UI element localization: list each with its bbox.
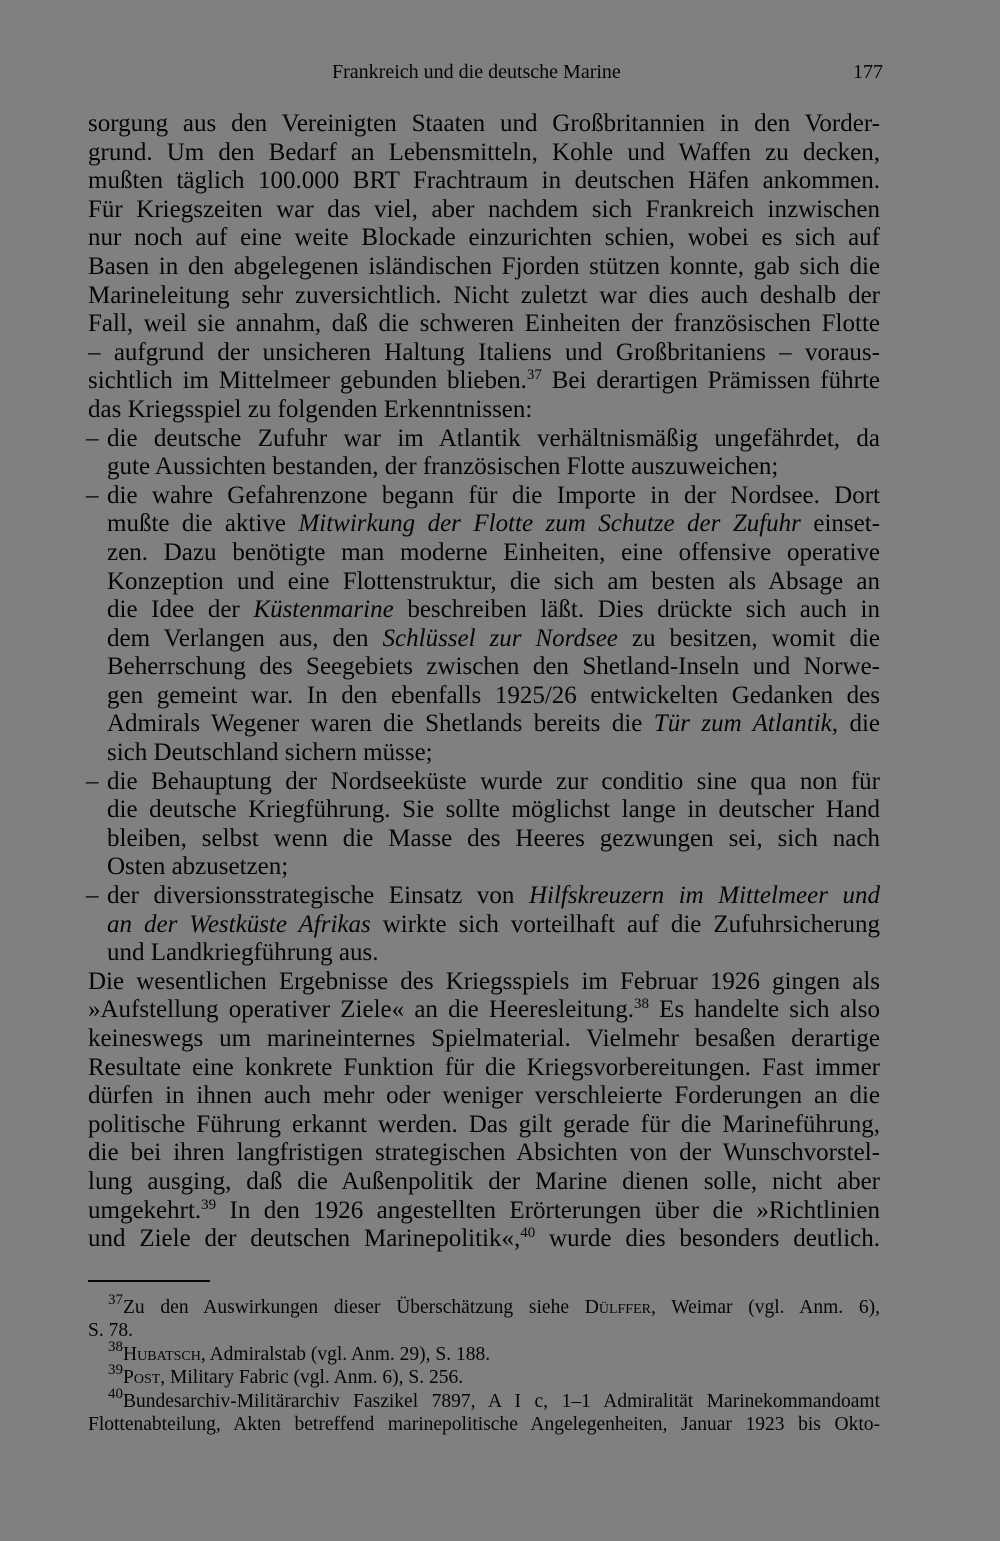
list-item [88, 482, 880, 768]
text-line: – die wahre Gefahrenzone begann für die Importe in der Nordsee. Dort [86, 481, 880, 509]
text-line: Fall, weil sie annahm, daß die schweren Einheiten der französischen Flotte [88, 310, 880, 338]
text-line: sichtlich im Mittelmeer gebunden blieben.$^{37}$ Bei derartigen Prämissen führte [88, 367, 880, 395]
footnote-divider [88, 1280, 210, 1282]
text-line: Basen in den abgelegenen isländischen Fjorden stützen konnte, gab sich die [88, 252, 880, 280]
footnote-39: $^{39}$Post, Military Fabric (vgl. Anm. 6), S. 256. [108, 1362, 464, 1389]
list-dash: – [86, 481, 99, 509]
text-line: Admirals Wegener waren die Shetlands bereits die Tür zum Atlantik, die [107, 710, 880, 738]
list-dash: – [86, 424, 99, 452]
emphasis: Küstenmarine [253, 596, 394, 624]
list-item [88, 425, 880, 482]
list-item [88, 882, 880, 968]
text-line: mußten täglich 100.000 BRT Frachtraum in deutschen Häfen ankommen. [88, 167, 880, 195]
text-line: dürfen in ihnen auch mehr oder weniger verschleierte Forderungen an die [88, 1082, 880, 1110]
text-line: Konzeption und eine Flottenstruktur, die sich am besten als Absage an [107, 567, 880, 595]
text-line: gute Aussichten bestanden, der französischen Flotte auszuweichen; [107, 453, 779, 481]
footnote-38: $^{38}$Hubatsch, Admiralstab (vgl. Anm. 29), S. 188. [108, 1338, 491, 1365]
text-line: sorgung aus den Vereinigten Staaten und Großbritannien in den Vorder- [88, 110, 880, 137]
footnote-ref: 38 [633, 996, 649, 1013]
text-line: gen gemeint war. In den ebenfalls 1925/26 entwickelten Gedanken des [107, 681, 880, 709]
list-item [88, 768, 880, 882]
text-line: zen. Dazu benötigte man moderne Einheiten, eine offensive operative [107, 538, 880, 566]
footnotes [88, 1292, 880, 1436]
emphasis: Mitwirkung der Flotte zum Schutze der Zufuhr [298, 510, 801, 538]
footnote-line: S. 78. [88, 1320, 133, 1342]
text-line: lung ausging, daß die Außenpolitik der Marine dienen solle, nicht aber [88, 1167, 880, 1195]
text-line: Osten abzusetzen; [107, 853, 289, 881]
text-line: umgekehrt.$^{39}$ In den 1926 angestellten Erörterungen über die »Richtlinien [88, 1196, 880, 1224]
footnote-37: $^{37}$Zu den Auswirkungen dieser Überschätzung siehe Dülffer, Weimar (vgl. Anm. 6), [108, 1292, 880, 1318]
page-number: 177 [853, 61, 883, 83]
text-line: – die Behauptung der Nordseeküste wurde zur conditio sine qua non für [86, 767, 880, 795]
text-line: nur noch auf eine weite Blockade einzurichten schien, wobei es sich auf [88, 224, 880, 252]
emphasis: an der Westküste Afrikas [107, 910, 371, 938]
text-line: Beherrschung des Seegebiets zwischen den Shetland-Inseln und Norwe- [107, 653, 880, 681]
text-line: – der diversionsstrategische Einsatz von Hilfskreuzern im Mittelmeer und [86, 882, 880, 910]
emphasis: Hilfskreuzern im Mittelmeer und [528, 882, 880, 910]
text-line: »Aufstellung operativer Ziele« an die Heeresleitung.$^{38}$ Es handelte sich also [88, 996, 880, 1024]
text-line: sich Deutschland sichern müsse; [107, 739, 433, 767]
text-line: Marineleitung sehr zuversichtlich. Nicht zuletzt war dies auch deshalb der [88, 281, 880, 309]
text-line: – aufgrund der unsicheren Haltung Italiens und Großbritaniens – voraus- [88, 338, 880, 366]
footnote-ref: 40 [520, 1225, 536, 1242]
text-line: dem Verlangen aus, den Schlüssel zur Nordsee zu besitzen, womit die [107, 624, 880, 652]
footnote-line: Flottenabteilung, Akten betreffend marinepolitische Angelegenheiten, Januar 1923 bis Okto- [88, 1414, 880, 1436]
text-line: an der Westküste Afrikas wirkte sich vorteilhaft auf die Zufuhrsicherung [107, 910, 881, 938]
text-line: – die deutsche Zufuhr war im Atlantik verhältnismäßig ungefährdet, da [86, 424, 880, 452]
list-dash: – [86, 767, 99, 795]
text-line: politische Führung erkannt werden. Das gilt gerade für die Marineführung, [88, 1110, 880, 1138]
footnote-40: $^{40}$Bundesarchiv-Militärarchiv Faszikel 7897, A I c, 1–1 Admiralität Marinekommandoamt [108, 1385, 880, 1412]
emphasis: Tür zum Atlantik, [653, 710, 839, 738]
text-line: bleiben, selbst wenn die Masse des Heeres gezwungen sei, sich nach [107, 824, 880, 852]
text-line: grund. Um den Bedarf an Lebensmitteln, Kohle und Waffen zu decken, [88, 138, 880, 166]
emphasis: Schlüssel zur Nordsee [382, 624, 618, 652]
text-line: Für Kriegszeiten war das viel, aber nachdem sich Frankreich inzwischen [88, 195, 880, 223]
footnote-ref: 37 [526, 367, 542, 384]
text-line: und Ziele der deutschen Marinepolitik«,$^{40}$ wurde dies besonders deutlich. [88, 1225, 880, 1253]
text-line: die deutsche Kriegführung. Sie sollte möglichst lange in deutscher Hand [107, 796, 880, 824]
text-line: das Kriegsspiel zu folgenden Erkenntnissen: [88, 395, 533, 423]
text-line: keineswegs um marineinternes Spielmaterial. Vielmehr besaßen derartige [88, 1025, 880, 1052]
text-line: mußte die aktive Mitwirkung der Flotte zum Schutze der Zufuhr einset- [107, 510, 880, 538]
text-line: Resultate eine konkrete Funktion für die Kriegsvorbereitungen. Fast immer [88, 1053, 880, 1081]
text-line: und Landkriegführung aus. [107, 939, 379, 967]
text-line: die bei ihren langfristigen strategischen Absichten von der Wunschvorstel- [88, 1139, 880, 1167]
text-line: Die wesentlichen Ergebnisse des Kriegsspiels im Februar 1926 gingen als [88, 967, 880, 995]
footnote-ref: 39 [201, 1196, 217, 1213]
list-dash: – [86, 882, 99, 910]
body-text [88, 110, 880, 1254]
text-line: die Idee der Küstenmarine beschreiben läßt. Dies drückte sich auch in [107, 596, 880, 624]
running-title: Frankreich und die deutsche Marine [332, 61, 621, 83]
